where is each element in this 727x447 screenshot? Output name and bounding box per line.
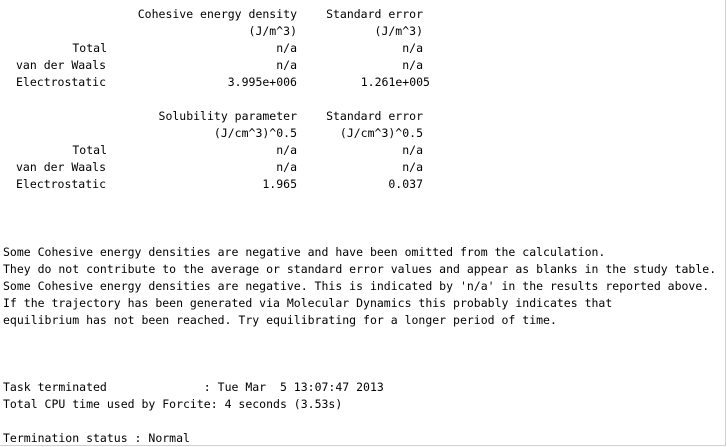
note-line: They do not contribute to the average or standard error values and appear as blanks in the study table. <box>3 262 717 276</box>
task-terminated-value: Tue Mar 5 13:07:47 2013 <box>217 380 384 394</box>
sol-row-value-vdw: n/a <box>276 160 297 174</box>
sol-row-label-vdw: van der Waals <box>16 160 107 174</box>
sol-col1-unit: (J/cm^3)^0.5 <box>213 126 297 140</box>
ced-row-label-vdw: van der Waals <box>16 58 107 72</box>
ced-row-label-total: Total <box>72 41 107 55</box>
termination-status-value: Normal <box>148 431 190 445</box>
cpu-time-label: Total CPU time used by Forcite: <box>3 397 225 411</box>
ced-row-error-total: n/a <box>402 41 423 55</box>
cpu-time-line <box>3 396 342 412</box>
termination-status-label: Termination status : <box>3 431 149 445</box>
sol-row-error-electrostatic: 0.037 <box>388 177 423 191</box>
note-line: Some Cohesive energy densities are negative and have been omitted from the calculation. <box>3 245 606 259</box>
ced-row-value-total: n/a <box>276 41 297 55</box>
sol-row-error-vdw: n/a <box>402 160 423 174</box>
sol-row-label-electrostatic: Electrostatic <box>16 177 107 191</box>
ced-row-error-vdw: n/a <box>402 58 423 72</box>
task-terminated-line <box>3 379 384 395</box>
ced-row-label-electrostatic: Electrostatic <box>16 75 107 89</box>
cpu-time-value: 4 seconds (3.53s) <box>224 397 343 411</box>
task-terminated-label: Task terminated : <box>3 380 218 394</box>
note-line: If the trajectory has been generated via Molecular Dynamics this probably indicates that <box>3 296 613 310</box>
note-line: Some Cohesive energy densities are negative. This is indicated by 'n/a' in the results reported above. <box>3 279 710 293</box>
sol-row-label-total: Total <box>72 143 107 157</box>
sol-row-value-electrostatic: 1.965 <box>262 177 297 191</box>
note-line: equilibrium has not been reached. Try equilibrating for a longer period of time. <box>3 313 557 327</box>
ced-col1-title: Cohesive energy density <box>137 7 297 21</box>
sol-col2-title: Standard error <box>326 109 423 123</box>
ced-row-value-electrostatic: 3.995e+006 <box>227 75 297 89</box>
ced-col2-title: Standard error <box>326 7 423 21</box>
ced-col2-unit: (J/m^3) <box>374 24 423 38</box>
ced-col1-unit: (J/m^3) <box>248 24 297 38</box>
ced-row-value-vdw: n/a <box>276 58 297 72</box>
termination-status-line <box>3 430 190 446</box>
sol-row-value-total: n/a <box>276 143 297 157</box>
ced-row-error-electrostatic: 1.261e+005 <box>360 75 430 89</box>
sol-col2-unit: (J/cm^3)^0.5 <box>339 126 423 140</box>
sol-col1-title: Solubility parameter <box>158 109 297 123</box>
sol-row-error-total: n/a <box>402 143 423 157</box>
